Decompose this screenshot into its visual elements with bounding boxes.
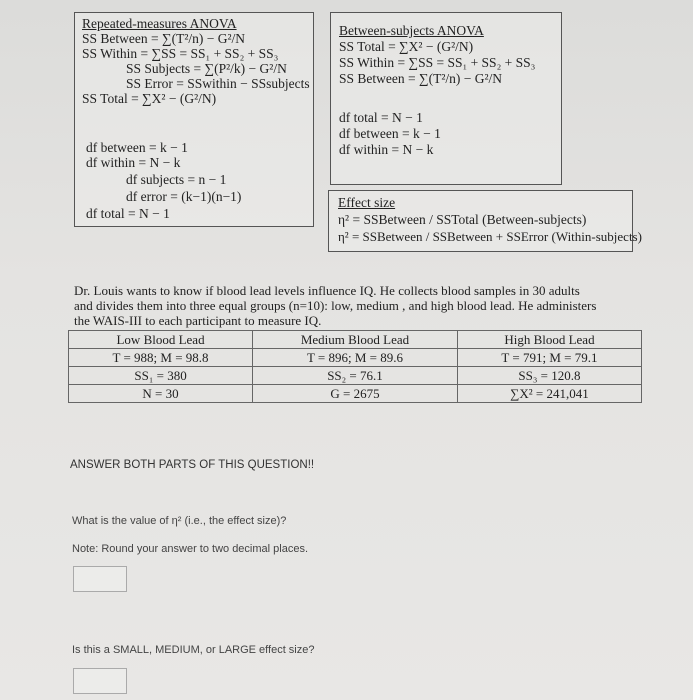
effect-title: Effect size	[338, 195, 396, 210]
problem-line-2: and divides them into three equal groups (n=10): low, medium , and high blood lead. He administers	[74, 298, 597, 313]
bs-title: Between-subjects ANOVA	[339, 23, 484, 38]
table-row	[69, 349, 642, 367]
table-row	[69, 367, 642, 385]
table-cell: ∑X² = 241,041	[457, 385, 641, 403]
bs-df-between: df between = k − 1	[339, 126, 441, 141]
header-medium: Medium Blood Lead	[253, 331, 458, 349]
table-cell: SS₁ = 380	[69, 367, 253, 385]
table-cell: T = 896; M = 89.6	[253, 349, 458, 367]
data-table	[68, 330, 642, 403]
table-cell: T = 988; M = 98.8	[69, 349, 253, 367]
bs-ss-total: SS Total = ∑X² − (G²/N)	[339, 39, 474, 54]
table-cell: N = 30	[69, 385, 253, 403]
bs-ss-between: SS Between = ∑(T²/n) − G²/N	[339, 71, 503, 86]
effect-within: η² = SSBetween / SSBetween + SSError (Within-subjects)	[338, 229, 642, 244]
problem-line-3: the WAIS-III to each participant to measure IQ.	[74, 313, 322, 328]
table-cell: G = 2675	[253, 385, 458, 403]
table-cell: SS₃ = 120.8	[457, 367, 641, 385]
bs-ss-within: SS Within = ∑SS = SS₁ + SS₂ + SS₃	[339, 55, 536, 70]
effect-between: η² = SSBetween / SSTotal (Between-subjects)	[338, 212, 587, 227]
question-2-text: Is this a SMALL, MEDIUM, or LARGE effect size?	[72, 644, 315, 656]
rm-df-between: df between = k − 1	[86, 140, 188, 155]
rm-ss-between: SS Between = ∑(T²/n) − G²/N	[82, 31, 246, 46]
rm-ss-subjects: SS Subjects = ∑(P²/k) − G²/N	[126, 61, 287, 76]
bs-df-total: df total = N − 1	[339, 110, 423, 125]
header-high: High Blood Lead	[457, 331, 641, 349]
question-1-text: What is the value of η² (i.e., the effect size)?	[72, 515, 287, 527]
rm-df-total: df total = N − 1	[86, 206, 170, 221]
instructions-text: ANSWER BOTH PARTS OF THIS QUESTION!!	[70, 459, 315, 471]
rm-title: Repeated-measures ANOVA	[82, 16, 237, 31]
effect-magnitude-answer-input[interactable]	[73, 668, 127, 694]
rm-df-within: df within = N − k	[86, 155, 181, 170]
rm-ss-error: SS Error = SSwithin − SSsubjects	[126, 76, 310, 91]
problem-line-1: Dr. Louis wants to know if blood lead levels influence IQ. He collects blood samples in 30 adults	[74, 283, 580, 298]
rm-df-error: df error = (k−1)(n−1)	[126, 189, 242, 204]
table-cell: T = 791; M = 79.1	[457, 349, 641, 367]
effect-size-answer-input[interactable]	[73, 566, 127, 592]
table-cell: SS₂ = 76.1	[253, 367, 458, 385]
header-low: Low Blood Lead	[69, 331, 253, 349]
table-header-row	[69, 331, 642, 349]
rm-ss-total: SS Total = ∑X² − (G²/N)	[82, 91, 217, 106]
table-row	[69, 385, 642, 403]
rm-ss-within: SS Within = ∑SS = SS₁ + SS₂ + SS₃	[82, 46, 279, 61]
bs-df-within: df within = N − k	[339, 142, 434, 157]
question-1-note: Note: Round your answer to two decimal places.	[72, 543, 309, 555]
rm-df-subjects: df subjects = n − 1	[126, 172, 227, 187]
